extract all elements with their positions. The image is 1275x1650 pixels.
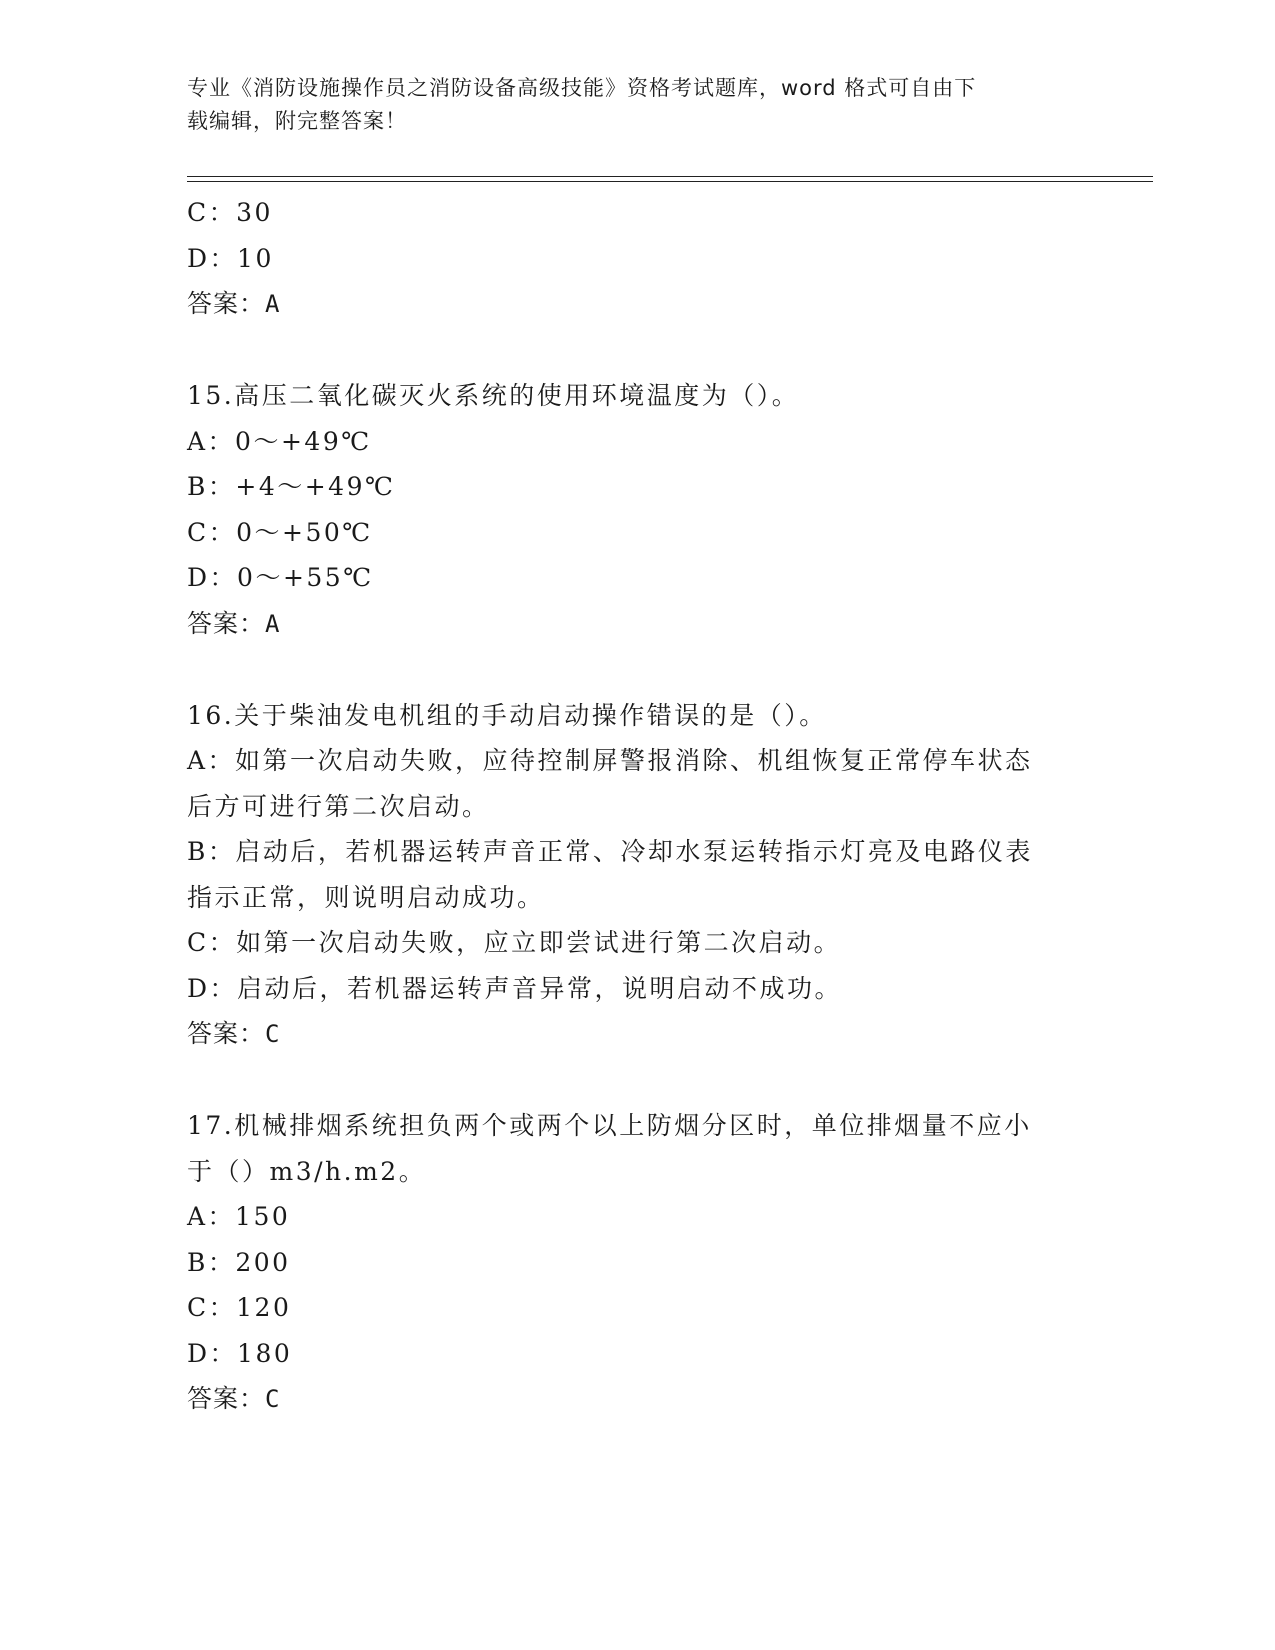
prev-question-block [187, 190, 1087, 328]
answer-value: A [265, 290, 281, 318]
answer-line [187, 281, 1087, 328]
option-a-continued: 后方可进行第二次启动。 [187, 791, 490, 821]
question-stem: 16.关于柴油发电机组的手动启动操作错误的是（）。 [187, 700, 827, 730]
answer-value: A [265, 609, 281, 638]
spacer [187, 1058, 1087, 1104]
answer-label: 答案： [187, 1384, 266, 1413]
option-c: C：如第一次启动失败，应立即尝试进行第二次启动。 [187, 928, 842, 957]
header-divider-top [187, 176, 1153, 177]
option-b-continued: 指示正常，则说明启动成功。 [187, 882, 545, 912]
question-content [187, 190, 1087, 1423]
question-stem: 15.高压二氧化碳灭火系统的使用环境温度为（）。 [187, 381, 800, 410]
option-c: C：0～+50℃ [187, 517, 373, 547]
option-b: B：200 [187, 1247, 291, 1277]
answer-line [187, 1011, 1087, 1058]
document-header [187, 72, 1067, 138]
option-c: C：30 [187, 198, 273, 227]
spacer [187, 647, 1087, 693]
answer-line [187, 1376, 1087, 1423]
answer-value: C [265, 1385, 281, 1413]
option-a: A：0～+49℃ [187, 426, 372, 456]
option-a: A：150 [187, 1202, 291, 1231]
option-d: D：10 [187, 243, 274, 273]
option-c: C：120 [187, 1293, 292, 1322]
option-b: B：启动后，若机器运转声音正常、冷却水泵运转指示灯亮及电路仪表 [187, 837, 1033, 866]
option-d: D：启动后，若机器运转声音异常，说明启动不成功。 [187, 973, 843, 1003]
answer-label: 答案： [187, 289, 266, 318]
answer-label: 答案： [187, 1019, 266, 1048]
header-line-1: 专业《消防设施操作员之消防设备高级技能》资格考试题库，word 格式可自由下 [187, 76, 977, 100]
header-divider-bottom [187, 181, 1153, 182]
option-d: D：0～+55℃ [187, 563, 374, 592]
answer-label: 答案： [187, 608, 266, 638]
question-17 [187, 1103, 1087, 1423]
option-a: A：如第一次启动失败，应待控制屏警报消除、机组恢复正常停车状态 [187, 746, 1033, 775]
answer-line [187, 601, 1087, 648]
option-d: D：180 [187, 1338, 293, 1368]
question-stem: 17.机械排烟系统担负两个或两个以上防烟分区时，单位排烟量不应小 [187, 1111, 1032, 1140]
answer-value: C [265, 1020, 281, 1048]
question-stem-continued: 于（）m3/h.m2。 [187, 1156, 427, 1186]
question-16 [187, 693, 1087, 1058]
option-b: B：+4～+49℃ [187, 472, 396, 501]
spacer [187, 328, 1087, 374]
question-15 [187, 373, 1087, 647]
header-line-2: 载编辑，附完整答案！ [187, 109, 407, 133]
